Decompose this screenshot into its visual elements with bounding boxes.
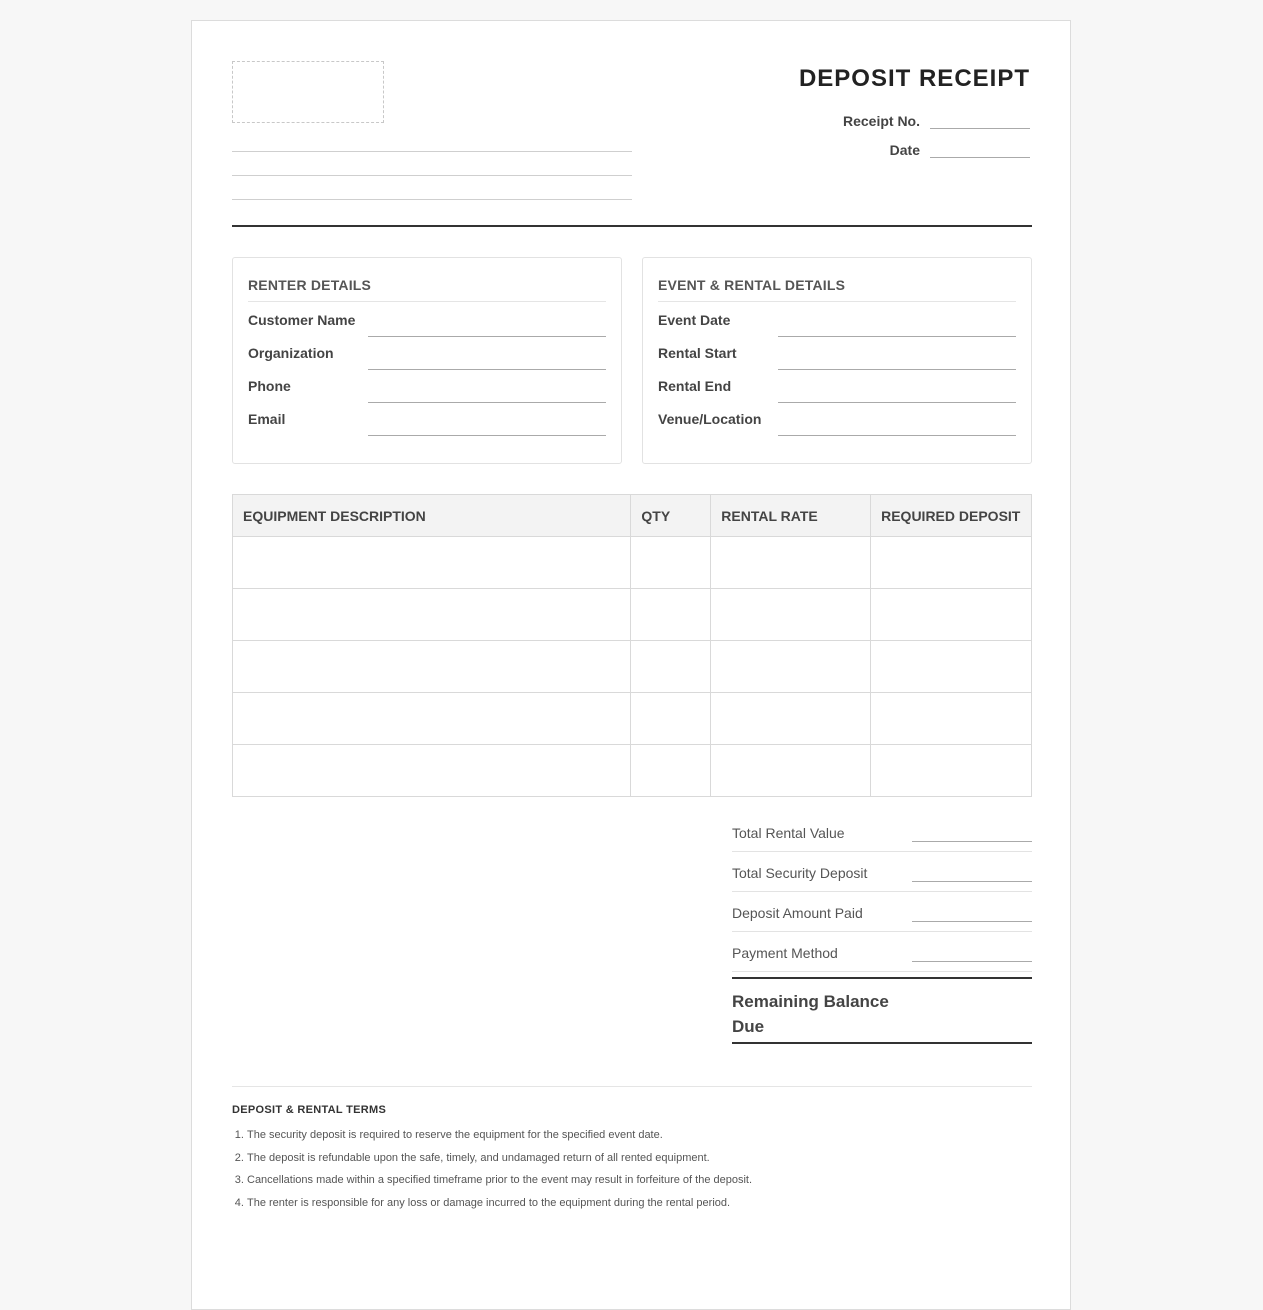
receipt-number-label: Receipt No. (842, 113, 920, 129)
event-field-row (658, 304, 1016, 337)
renter-field-input[interactable] (368, 401, 606, 403)
totals-label: Deposit Amount Paid (732, 905, 863, 921)
totals-label: Total Rental Value (732, 825, 845, 841)
event-field-label: Venue/Location (658, 411, 762, 427)
table-row (233, 589, 1032, 641)
receipt-number-field[interactable] (930, 116, 1030, 129)
event-field-label: Rental End (658, 378, 732, 394)
table-cell[interactable] (233, 693, 631, 745)
event-details-title: EVENT & RENTAL DETAILS (658, 258, 1016, 302)
header-divider (232, 225, 1032, 227)
remaining-balance-label: Remaining Balance Due (732, 992, 889, 1036)
renter-field-input[interactable] (368, 335, 606, 337)
table-cell[interactable] (871, 537, 1032, 589)
column-header: RENTAL RATE (711, 495, 871, 537)
event-field-row (658, 370, 1016, 403)
table-row (233, 745, 1032, 797)
table-cell[interactable] (871, 641, 1032, 693)
event-field-label: Event Date (658, 312, 731, 328)
equipment-table-body (233, 537, 1032, 797)
renter-field-row (248, 337, 606, 370)
table-row (233, 693, 1032, 745)
totals-label: Payment Method (732, 945, 838, 961)
event-field-row (658, 337, 1016, 370)
table-cell[interactable] (233, 589, 631, 641)
table-header-row (233, 495, 1032, 537)
event-field-input[interactable] (778, 434, 1016, 436)
totals-row (732, 852, 1032, 892)
event-field-input[interactable] (778, 335, 1016, 337)
column-header: REQUIRED DEPOSIT (871, 495, 1032, 537)
terms-item: 4. The renter is responsible for any loss or damage incurred to the equipment during the rental period. (247, 1192, 1027, 1215)
table-cell[interactable] (233, 537, 631, 589)
event-field-row (658, 403, 1016, 436)
event-field-label: Rental Start (658, 345, 737, 361)
renter-field-row (248, 403, 606, 436)
totals-value-field[interactable] (912, 881, 1032, 882)
terms-divider (232, 1086, 1032, 1087)
event-field-input[interactable] (778, 368, 1016, 370)
table-row (233, 641, 1032, 693)
column-header: QTY (631, 495, 711, 537)
totals-row (732, 932, 1032, 972)
table-cell[interactable] (233, 641, 631, 693)
table-row (233, 537, 1032, 589)
remaining-balance-row (732, 977, 1032, 1044)
table-cell[interactable] (233, 745, 631, 797)
totals-value-field[interactable] (912, 841, 1032, 842)
renter-field-label: Customer Name (248, 312, 356, 328)
renter-field-input[interactable] (368, 434, 606, 436)
renter-field-row (248, 370, 606, 403)
receipt-page (191, 20, 1071, 1310)
table-cell[interactable] (711, 641, 871, 693)
totals-value-field[interactable] (912, 921, 1032, 922)
terms-item: 2. The deposit is refundable upon the safe, timely, and undamaged return of all rented equipment. (247, 1147, 1027, 1170)
table-cell[interactable] (631, 641, 711, 693)
totals-row (732, 811, 1032, 852)
renter-fields (248, 302, 606, 436)
table-cell[interactable] (871, 589, 1032, 641)
totals-row (732, 892, 1032, 932)
terms-list (232, 1124, 1027, 1214)
logo-placeholder[interactable] (232, 61, 384, 123)
renter-field-label: Organization (248, 345, 334, 361)
equipment-table (232, 494, 1032, 797)
totals-value-field[interactable] (912, 961, 1032, 962)
table-cell[interactable] (711, 537, 871, 589)
table-cell[interactable] (871, 693, 1032, 745)
terms-item: 1. The security deposit is required to reserve the equipment for the specified event date. (247, 1124, 1027, 1147)
date-field[interactable] (930, 145, 1030, 158)
company-address-line[interactable] (232, 175, 632, 176)
table-cell[interactable] (631, 537, 711, 589)
renter-field-row (248, 304, 606, 337)
table-cell[interactable] (711, 589, 871, 641)
renter-field-input[interactable] (368, 368, 606, 370)
table-cell[interactable] (631, 745, 711, 797)
company-address-line[interactable] (232, 199, 632, 200)
table-cell[interactable] (711, 693, 871, 745)
company-address-line[interactable] (232, 151, 632, 152)
date-row (890, 142, 1030, 158)
event-fields (658, 302, 1016, 436)
table-cell[interactable] (711, 745, 871, 797)
renter-field-label: Phone (248, 378, 291, 394)
receipt-number-row (843, 113, 1030, 129)
totals-label: Total Security Deposit (732, 865, 868, 881)
renter-details-title: RENTER DETAILS (248, 258, 606, 302)
date-label: Date (889, 142, 920, 158)
totals-rows (732, 811, 1032, 972)
table-cell[interactable] (631, 693, 711, 745)
table-cell[interactable] (631, 589, 711, 641)
column-header: EQUIPMENT DESCRIPTION (233, 495, 631, 537)
totals-section (732, 811, 1032, 1044)
terms-title: DEPOSIT & RENTAL TERMS (232, 1104, 387, 1116)
renter-field-label: Email (248, 411, 286, 427)
renter-details-panel (232, 257, 622, 464)
event-details-panel (642, 257, 1032, 464)
terms-item: 3. Cancellations made within a specified timeframe prior to the event may result in forfeiture of the deposit. (247, 1169, 1027, 1192)
document-title: DEPOSIT RECEIPT (798, 65, 1030, 92)
table-cell[interactable] (871, 745, 1032, 797)
event-field-input[interactable] (778, 401, 1016, 403)
